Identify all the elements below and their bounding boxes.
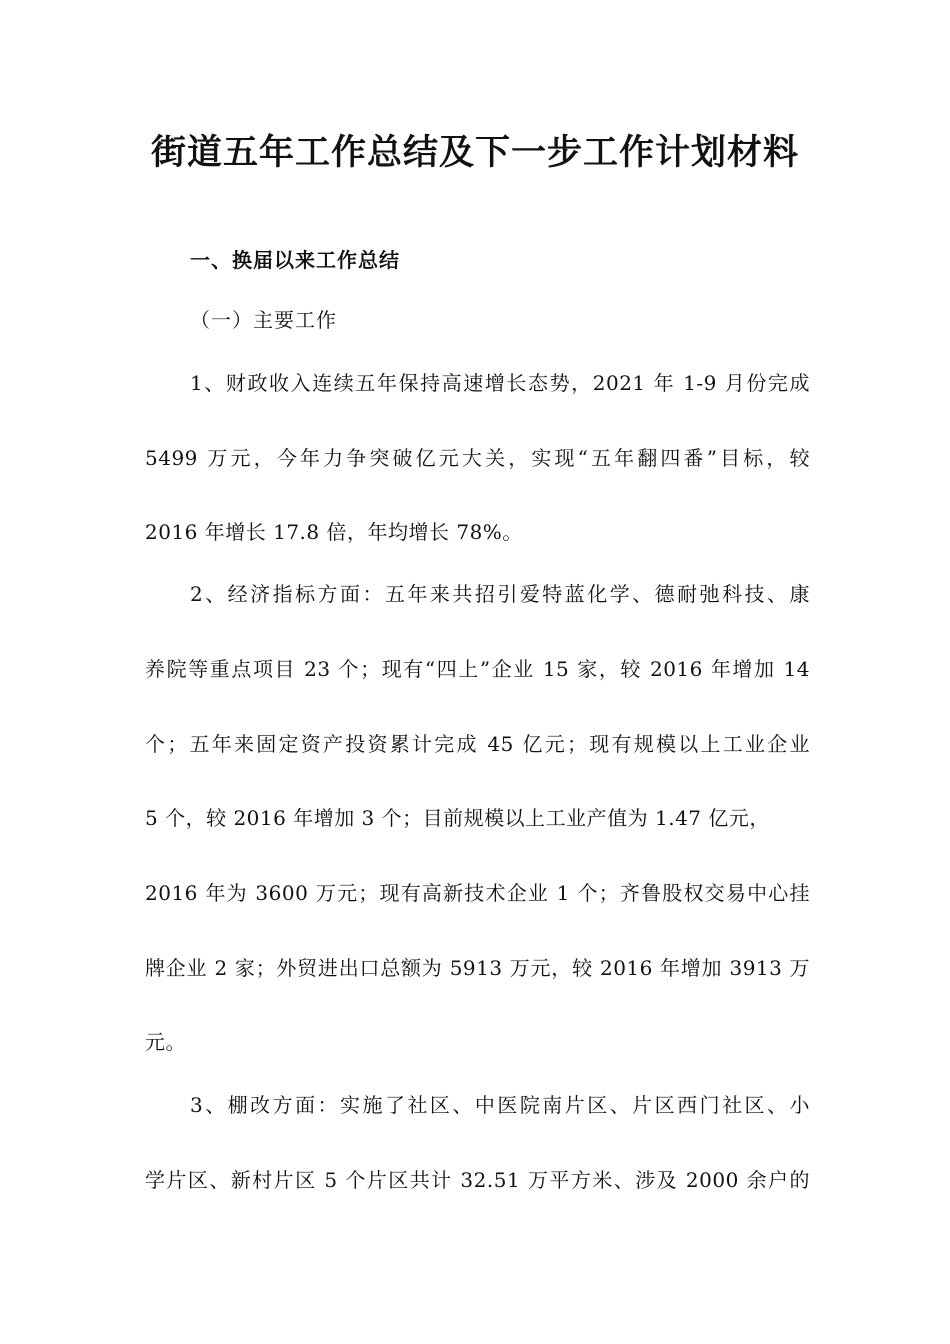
document-title: 街道五年工作总结及下一步工作计划材料 (150, 133, 799, 173)
section-heading: 一、换届以来工作总结 (190, 248, 400, 272)
paragraph-2-line-1: 2、经济指标方面：五年来共招引爱特蓝化学、德耐弛科技、康 (190, 582, 810, 606)
paragraph-1-line-3: 2016 年增长 17.8 倍，年均增长 78%。 (145, 520, 523, 544)
paragraph-1-line-2: 5499 万元，今年力争突破亿元大关，实现“五年翻四番”目标，较 (145, 446, 810, 470)
paragraph-2-line-5: 2016 年为 3600 万元；现有高新技术企业 1 个；齐鲁股权交易中心挂 (145, 881, 810, 905)
paragraph-2-line-4: 5 个，较 2016 年增加 3 个；目前规模以上工业产值为 1.47 亿元， (145, 806, 770, 830)
subsection-heading: （一）主要工作 (190, 308, 337, 332)
paragraph-3-line-2: 学片区、新村片区 5 个片区共计 32.51 万平方米、涉及 2000 余户的 (145, 1168, 810, 1192)
paragraph-2-line-6: 牌企业 2 家；外贸进出口总额为 5913 万元，较 2016 年增加 3913 万 (145, 956, 810, 980)
paragraph-2-line-3: 个；五年来固定资产投资累计完成 45 亿元；现有规模以上工业企业 (145, 732, 810, 756)
paragraph-2-line-2: 养院等重点项目 23 个；现有“四上”企业 15 家，较 2016 年增加 14 (145, 657, 810, 681)
paragraph-2-line-7: 元。 (145, 1030, 186, 1054)
paragraph-3-line-1: 3、棚改方面：实施了社区、中医院南片区、片区西门社区、小 (190, 1093, 810, 1117)
paragraph-1-line-1: 1、财政收入连续五年保持高速增长态势，2021 年 1-9 月份完成 (190, 371, 810, 395)
